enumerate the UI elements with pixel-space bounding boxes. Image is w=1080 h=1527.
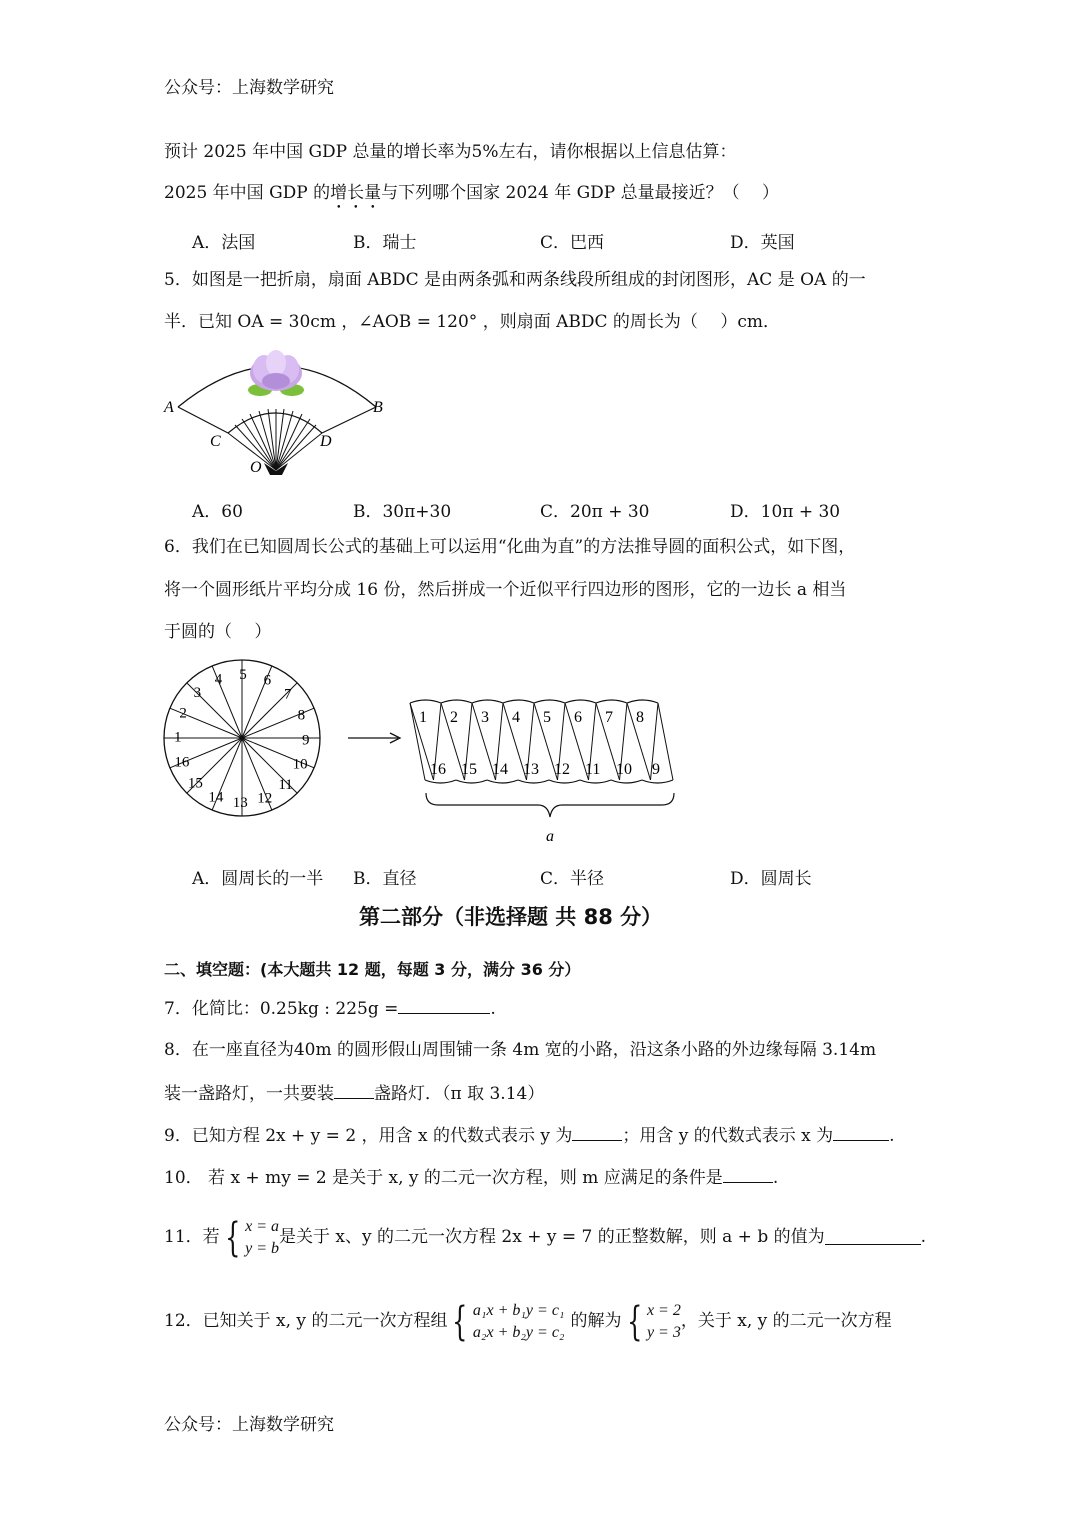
q5-option-d: D．10π + 30 bbox=[730, 502, 841, 522]
strip-bottom-arc bbox=[487, 780, 518, 783]
q9 bbox=[164, 1126, 895, 1145]
q7-blank[interactable] bbox=[398, 999, 490, 1014]
strip-top-label: 3 bbox=[481, 709, 489, 726]
strip-top-label: 7 bbox=[605, 709, 613, 726]
folding-fan-figure bbox=[160, 345, 400, 480]
strip-top-label: 4 bbox=[512, 709, 520, 726]
page-footer: 公众号：上海数学研究 bbox=[164, 1415, 334, 1435]
q7-end: . bbox=[490, 999, 496, 1019]
q8-line2 bbox=[164, 1084, 544, 1103]
circle-sector-label: 5 bbox=[239, 667, 247, 684]
q11-system bbox=[245, 1216, 279, 1259]
q9-b: ；用含 y 的代数式表示 x 为 bbox=[622, 1126, 834, 1146]
q4-line1: 预计 2025 年中国 GDP 总量的增长率为5%左右，请你根据以上信息估算： bbox=[164, 142, 737, 162]
page-header: 公众号：上海数学研究 bbox=[164, 78, 334, 98]
strip-bottom-label: 9 bbox=[652, 761, 660, 778]
q11-sys2: y = b bbox=[245, 1239, 279, 1257]
q8-blank[interactable] bbox=[334, 1084, 374, 1099]
q6-line3: 于圆的（ ） bbox=[164, 622, 272, 642]
q12 bbox=[164, 1300, 892, 1343]
brace-icon bbox=[426, 793, 674, 817]
strip-bottom-label: 11 bbox=[585, 761, 601, 778]
parallelogram-strip bbox=[410, 700, 673, 783]
strip-bottom-arc bbox=[456, 780, 487, 783]
strip-top-arc bbox=[441, 700, 472, 703]
q12-brace-icon: { bbox=[452, 1298, 468, 1345]
strip-bottom-arc bbox=[549, 780, 580, 783]
fan-ribs bbox=[228, 409, 322, 470]
strip-bottom-label: 14 bbox=[492, 761, 508, 778]
fan-edge-bd bbox=[322, 407, 376, 433]
q4-option-d: D．英国 bbox=[730, 233, 795, 253]
q8-line1: 8．在一座直径为40m 的圆形假山周围铺一条 4m 宽的小路，沿这条小路的外边缘每隔 3.14m bbox=[164, 1040, 877, 1060]
label-c: C bbox=[210, 433, 221, 450]
q8-line2-b: 盏路灯．（π 取 3.14） bbox=[374, 1084, 545, 1104]
strip-bottom-label: 13 bbox=[523, 761, 539, 778]
strip-top-arc bbox=[534, 700, 565, 703]
fan-edge-ac bbox=[178, 407, 228, 433]
brace-label: a bbox=[546, 828, 554, 845]
q12-sol2: y = 3 bbox=[646, 1323, 681, 1341]
strip-top-arc bbox=[503, 700, 534, 703]
q11-sys1: x = a bbox=[245, 1218, 279, 1235]
circle-sector-label: 4 bbox=[214, 671, 223, 688]
circle-sector-label: 11 bbox=[278, 777, 293, 794]
divided-circle bbox=[164, 660, 320, 816]
q4-option-b: B．瑞士 bbox=[353, 233, 417, 253]
q5-option-c: C．20π + 30 bbox=[540, 502, 650, 522]
q10 bbox=[164, 1168, 778, 1187]
circle-sector-label: 9 bbox=[301, 732, 310, 749]
strip-bottom-arc bbox=[611, 780, 642, 783]
strip-bottom-label: 12 bbox=[554, 761, 570, 778]
q8-line2-a: 装一盏路灯，一共要装 bbox=[164, 1084, 334, 1104]
circle-sector-label: 13 bbox=[232, 794, 248, 811]
q10-a: 10． 若 x + my = 2 是关于 x, y 的二元一次方程，则 m 应满足的条件是 bbox=[164, 1168, 723, 1188]
strip-top-arc bbox=[627, 700, 658, 703]
strip-bottom-arc bbox=[518, 780, 549, 783]
q11 bbox=[164, 1216, 926, 1259]
strip-bottom-label: 10 bbox=[616, 761, 632, 778]
label-a: A bbox=[164, 399, 174, 416]
q4-line2 bbox=[164, 183, 779, 213]
q12-sys2: a₂x + b₂y = c₂ bbox=[472, 1323, 565, 1341]
strip-bottom-arc bbox=[580, 780, 611, 783]
strip-top-label: 2 bbox=[450, 709, 458, 726]
q12-sys1: a₁x + b₁y = c₁ bbox=[472, 1302, 565, 1319]
section-fill-blank: 二、填空题：(本大题共 12 题，每题 3 分，满分 36 分） bbox=[164, 960, 581, 979]
q4-dotted-text: 增长量 bbox=[330, 183, 382, 203]
q7-text: 7．化简比：0.25kg : 225g = bbox=[164, 999, 399, 1019]
q6-option-c: C．半径 bbox=[540, 869, 605, 889]
q12-b: 的解为 bbox=[570, 1311, 622, 1332]
q9-blank-1[interactable] bbox=[572, 1126, 622, 1141]
q10-end: . bbox=[772, 1168, 779, 1188]
circle-sector-label: 1 bbox=[174, 729, 182, 746]
strip-right-edge bbox=[658, 703, 673, 780]
part2-title: 第二部分（非选择题 共 88 分） bbox=[359, 905, 663, 929]
q5-line1: 5．如图是一把折扇，扇面 ABDC 是由两条弧和两条线段所组成的封闭图形，AC 是 OA 的一 bbox=[164, 270, 866, 290]
strip-top-arc bbox=[472, 700, 503, 703]
q7 bbox=[164, 999, 496, 1018]
q12-solution-brace-icon: { bbox=[626, 1298, 642, 1345]
arrow-icon bbox=[348, 733, 400, 743]
q6-option-b: B．直径 bbox=[353, 869, 417, 889]
q6-line1: 6．我们在已知圆周长公式的基础上可以运用“化曲为直”的方法推导圆的面积公式，如下图， bbox=[164, 537, 856, 557]
circle-sector-label: 6 bbox=[263, 672, 272, 689]
strip-top-label: 8 bbox=[636, 709, 644, 726]
circle-sector-label: 8 bbox=[297, 707, 306, 724]
strip-top-label: 6 bbox=[574, 709, 582, 726]
q11-blank[interactable] bbox=[825, 1230, 921, 1245]
q5-line2: 半．已知 OA = 30cm ，∠AOB = 120° ，则扇面 ABDC 的周长为（ ）cm． bbox=[164, 312, 780, 332]
circle-sector-label: 2 bbox=[179, 705, 187, 722]
strip-bottom-label: 16 bbox=[430, 761, 446, 778]
q12-c: ，关于 x, y 的二元一次方程 bbox=[680, 1311, 892, 1332]
circle-sector-label: 3 bbox=[193, 684, 202, 701]
label-o: O bbox=[250, 459, 262, 476]
q9-end: . bbox=[889, 1126, 895, 1146]
q6-option-d: D．圆周长 bbox=[730, 869, 812, 889]
strip-top-arc bbox=[596, 700, 627, 703]
strip-top-arc bbox=[565, 700, 596, 703]
q5-option-a: A．60 bbox=[192, 502, 243, 522]
q11-a: 11．若 bbox=[164, 1227, 220, 1248]
q10-blank[interactable] bbox=[723, 1168, 773, 1183]
circle-sector-label: 16 bbox=[174, 754, 190, 771]
q9-blank-2[interactable] bbox=[833, 1126, 889, 1141]
q11-end: . bbox=[920, 1227, 927, 1248]
q4-option-a: A．法国 bbox=[192, 233, 256, 253]
q12-system bbox=[473, 1300, 565, 1343]
strip-top-label: 5 bbox=[543, 709, 551, 726]
q9-a: 9．已知方程 2x + y = 2 ，用含 x 的代数式表示 y 为 bbox=[164, 1126, 573, 1146]
circle-sector-label: 7 bbox=[284, 686, 292, 703]
circle-sector-label: 10 bbox=[292, 756, 308, 773]
flower-icon bbox=[248, 350, 304, 396]
circle-sector-label: 15 bbox=[187, 775, 203, 792]
circle-sector-label: 14 bbox=[208, 789, 224, 806]
q6-line2: 将一个圆形纸片平均分成 16 份，然后拼成一个近似平行四边形的图形，它的一边长 a 相当 bbox=[164, 580, 847, 600]
strip-top-arc bbox=[410, 700, 441, 703]
q6-option-a: A．圆周长的一半 bbox=[192, 869, 324, 889]
strip-top-label: 1 bbox=[419, 709, 427, 726]
q12-solution bbox=[647, 1300, 681, 1343]
q11-b: 是关于 x、y 的二元一次方程 2x + y = 7 的正整数解，则 a + b 的值为 bbox=[279, 1227, 825, 1248]
q4-line2-b: 与下列哪个国家 2024 年 GDP 总量最接近？（ ） bbox=[381, 183, 780, 203]
q4-option-c: C．巴西 bbox=[540, 233, 605, 253]
q12-a: 12．已知关于 x, y 的二元一次方程组 bbox=[164, 1311, 448, 1332]
strip-bottom-label: 15 bbox=[461, 761, 477, 778]
label-d: D bbox=[320, 433, 332, 450]
q5-option-b: B．30π+30 bbox=[353, 502, 452, 522]
strip-bottom-arc bbox=[425, 780, 456, 783]
q12-sol1: x = 2 bbox=[646, 1302, 681, 1319]
strip-bottom-arc bbox=[642, 780, 673, 783]
circle-rearrange-figure bbox=[158, 655, 688, 850]
q11-brace-icon: { bbox=[224, 1214, 241, 1261]
q4-line2-a: 2025 年中国 GDP 的 bbox=[164, 183, 331, 203]
circle-sector-label: 12 bbox=[257, 790, 273, 807]
label-b: B bbox=[373, 399, 383, 416]
